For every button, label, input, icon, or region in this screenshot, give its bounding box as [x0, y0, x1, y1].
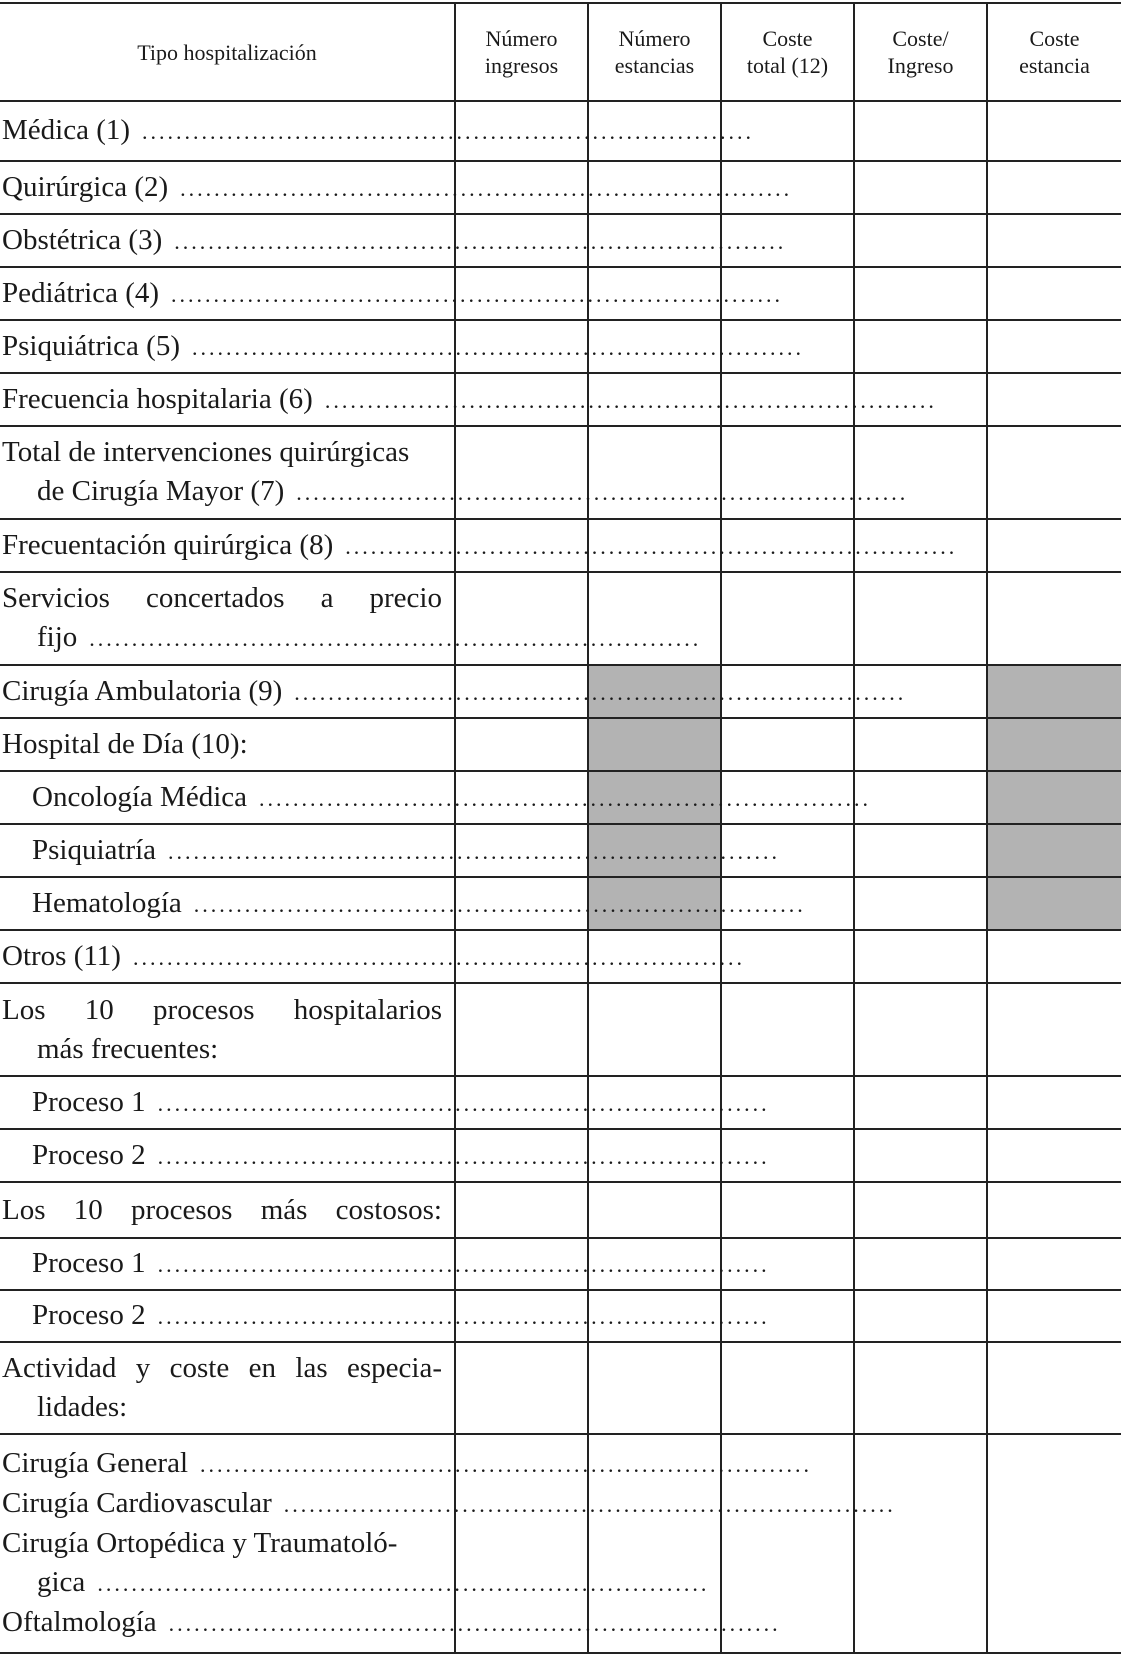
row-label: [0, 930, 745, 983]
cell-coste-estancia-shaded: [987, 665, 1121, 718]
dot-leader: ........................................................................: [171, 281, 784, 307]
header-line: Coste/: [892, 26, 949, 51]
row-label-text: Oftalmología: [2, 1606, 157, 1638]
row-label-word: a: [320, 582, 334, 614]
cell-coste-estancia: [987, 1076, 1121, 1129]
row-label-word: concertados: [146, 582, 285, 614]
cell-coste-estancia: [987, 214, 1121, 267]
row-label-word: procesos: [130, 1193, 233, 1226]
header-line: Coste: [762, 26, 813, 51]
row-label: [0, 877, 806, 930]
header-numero-estancias: [588, 3, 721, 101]
header-line: Número: [618, 26, 691, 51]
row-label: [0, 161, 793, 214]
cell-coste-estancia: [987, 1434, 1121, 1653]
row-label: [0, 1182, 455, 1238]
row-label-text: Obstétrica (3): [2, 223, 163, 256]
table-row: [0, 1290, 1121, 1342]
row-label-text: lidades:: [37, 1391, 128, 1423]
row-label-word: coste: [169, 1352, 230, 1384]
dot-leader: ........................................................................: [174, 228, 787, 254]
cell-coste-ingreso: [854, 930, 987, 983]
cell-coste-estancia: [987, 519, 1121, 572]
table-row: [0, 665, 1121, 718]
header-line: Número: [485, 26, 558, 51]
row-label: [0, 1290, 770, 1342]
row-label-text: Psiquiátrica (5): [2, 329, 180, 362]
cell-coste-ingreso: [854, 101, 987, 161]
cell-coste-ingreso: [854, 718, 987, 771]
cell-coste-estancia: [987, 1290, 1121, 1342]
table-row: [0, 1129, 1121, 1182]
cell-coste-estancia-shaded: [987, 771, 1121, 824]
cell-coste-ingreso: [854, 824, 987, 877]
table-row: [0, 101, 1121, 161]
table-row: [0, 214, 1121, 267]
header-coste-ingreso: [854, 3, 987, 101]
cell-coste-ingreso: [854, 572, 987, 665]
cell-coste-estancia: [987, 426, 1121, 519]
cell-coste-estancia: [987, 983, 1121, 1076]
cell-coste-estancia: [987, 267, 1121, 320]
table-row: [0, 320, 1121, 373]
row-label-text: fijo: [37, 621, 78, 653]
row-label-text: Médica (1): [2, 114, 131, 146]
row-label-word: procesos: [153, 993, 255, 1026]
header-coste-estancia: [987, 3, 1121, 101]
row-label: [0, 572, 702, 665]
dot-leader: ........................................................................: [191, 334, 804, 360]
dot-leader: ........................................................................: [193, 891, 806, 917]
row-label-text: Frecuencia hospitalaria (6): [2, 382, 313, 415]
cell-numero-estancias: [588, 1182, 721, 1238]
dot-leader: ........................................................................: [97, 1571, 710, 1596]
header-line: estancia: [1019, 53, 1090, 78]
dot-leader: ........................................................................: [168, 1611, 781, 1636]
cell-coste-ingreso: [854, 771, 987, 824]
row-label: [0, 718, 455, 771]
table-row: [0, 930, 1121, 983]
row-label: [0, 519, 958, 572]
table-row: [0, 771, 1121, 824]
row-label-text: Proceso 1: [32, 1085, 146, 1118]
row-label-text: Psiquiatría: [32, 833, 157, 866]
dot-leader: ........................................................................: [89, 626, 702, 651]
dot-leader: ........................................................................: [296, 480, 909, 505]
table-row: [0, 1238, 1121, 1290]
cell-coste-estancia: [987, 373, 1121, 426]
cell-coste-estancia: [987, 1129, 1121, 1182]
row-label: [0, 1238, 770, 1290]
table-header-row: [0, 3, 1121, 101]
row-label-word: precio: [369, 582, 442, 614]
row-label-text: Frecuentación quirúrgica (8): [2, 528, 334, 561]
cell-numero-estancias: [588, 1342, 721, 1434]
row-label-text: Cirugía Cardiovascular: [2, 1487, 272, 1519]
row-label: [0, 1434, 896, 1653]
cell-coste-ingreso: [854, 267, 987, 320]
cell-coste-ingreso: [854, 1129, 987, 1182]
dot-leader: ........................................................................: [259, 785, 872, 811]
dot-leader: ........................................................................: [157, 1304, 770, 1329]
row-label-word: 10: [73, 1193, 103, 1226]
table-row: [0, 718, 1121, 771]
cell-numero-estancias-shaded: [588, 718, 721, 771]
row-label: [0, 1129, 770, 1182]
row-label-text: Proceso 1: [32, 1247, 146, 1279]
row-label-text: de Cirugía Mayor (7): [37, 475, 285, 507]
table-row: [0, 1434, 1121, 1653]
cell-coste-estancia: [987, 161, 1121, 214]
dot-leader: ........................................................................: [200, 1452, 813, 1477]
table-row: [0, 877, 1121, 930]
table-row: [0, 519, 1121, 572]
row-label-text: Hospital de Día (10):: [2, 728, 248, 760]
row-label-text: Cirugía General: [2, 1447, 189, 1479]
row-label-word: Los: [2, 993, 46, 1026]
row-label: [0, 426, 909, 519]
cell-coste-ingreso: [854, 161, 987, 214]
row-label-word: las: [295, 1352, 328, 1384]
row-label-text: Otros (11): [2, 939, 121, 972]
row-label-word: más: [260, 1193, 308, 1226]
cell-coste-estancia: [987, 101, 1121, 161]
row-label: [0, 101, 755, 161]
cell-coste-estancia-shaded: [987, 718, 1121, 771]
table-row: [0, 572, 1121, 665]
row-label: [0, 665, 907, 718]
row-label: [0, 1076, 770, 1129]
cell-numero-estancias: [588, 983, 721, 1076]
row-label-text: gica: [37, 1566, 86, 1598]
cell-coste-ingreso: [854, 877, 987, 930]
row-label-word: y: [135, 1352, 151, 1384]
cell-coste-estancia: [987, 1238, 1121, 1290]
cell-numero-ingresos: [455, 983, 588, 1076]
dot-leader: ........................................................................: [157, 1143, 770, 1169]
cell-coste-ingreso: [854, 1076, 987, 1129]
cell-coste-ingreso: [854, 214, 987, 267]
cell-numero-ingresos: [455, 718, 588, 771]
cell-coste-ingreso: [854, 983, 987, 1076]
row-label: [0, 1342, 455, 1434]
header-tipo-hospitalizacion: Tipo hospitalización: [0, 3, 455, 101]
cell-coste-total: [721, 1182, 854, 1238]
row-label-text: Cirugía Ambulatoria (9): [2, 674, 283, 707]
row-label-text: Quirúrgica (2): [2, 170, 169, 203]
dot-leader: ........................................................................: [132, 944, 745, 970]
cell-numero-ingresos: [455, 1182, 588, 1238]
cell-coste-total: [721, 572, 854, 665]
dot-leader: ........................................................................: [157, 1252, 770, 1277]
cell-coste-ingreso: [854, 1290, 987, 1342]
row-label-text: Proceso 2: [32, 1138, 146, 1171]
cell-coste-total: [721, 718, 854, 771]
cell-coste-ingreso: [854, 1238, 987, 1290]
table-row: [0, 1342, 1121, 1434]
table-row: [0, 426, 1121, 519]
table-row: [0, 983, 1121, 1076]
header-line: total (12): [746, 53, 829, 78]
row-label: [0, 214, 787, 267]
dot-leader: ........................................................................: [345, 533, 958, 559]
header-line: ingresos: [484, 53, 559, 78]
row-label-word: hospitalarios: [293, 993, 442, 1026]
row-label-word: especia-: [347, 1352, 442, 1384]
row-label: [0, 320, 804, 373]
header-line: Coste: [1029, 26, 1080, 51]
cell-coste-estancia: [987, 320, 1121, 373]
row-label-word: costosos:: [335, 1193, 442, 1226]
row-label-word: Actividad: [2, 1352, 117, 1384]
cell-coste-ingreso: [854, 320, 987, 373]
row-label: [0, 771, 872, 824]
cell-coste-estancia: [987, 572, 1121, 665]
table-row: [0, 1182, 1121, 1238]
cell-coste-estancia-shaded: [987, 877, 1121, 930]
cell-numero-ingresos: [455, 1342, 588, 1434]
cell-coste-total: [721, 983, 854, 1076]
table-row: [0, 824, 1121, 877]
row-label: [0, 983, 455, 1076]
cell-coste-estancia: [987, 1182, 1121, 1238]
dot-leader: ........................................................................: [157, 1090, 770, 1116]
table-row: [0, 267, 1121, 320]
row-label-text: Oncología Médica: [32, 780, 248, 813]
cell-coste-estancia: [987, 930, 1121, 983]
row-label-text: Pediátrica (4): [2, 276, 160, 309]
hospitalization-cost-table: [0, 2, 1121, 1654]
row-label-text: Total de intervenciones quirúrgicas: [2, 436, 410, 468]
row-label-word: 10: [84, 993, 114, 1026]
row-label-text: Proceso 2: [32, 1299, 146, 1331]
header-line: Ingreso: [887, 53, 954, 78]
row-label: [0, 267, 784, 320]
header-line: estancias: [614, 53, 695, 78]
table-row: [0, 1076, 1121, 1129]
row-label-text: más frecuentes:: [37, 1032, 219, 1065]
header-numero-ingresos: [455, 3, 588, 101]
dot-leader: ........................................................................: [283, 1492, 896, 1517]
table-row: [0, 373, 1121, 426]
table-row: [0, 161, 1121, 214]
row-label-text: Hematología: [32, 886, 182, 919]
header-coste-total: [721, 3, 854, 101]
row-label-word: en: [248, 1352, 276, 1384]
row-label-text: Cirugía Ortopédica y Traumatoló-: [2, 1527, 398, 1559]
row-label-word: Los: [2, 1193, 46, 1226]
cell-coste-estancia-shaded: [987, 824, 1121, 877]
dot-leader: ........................................................................: [294, 679, 907, 705]
cell-coste-total: [721, 1342, 854, 1434]
cell-coste-ingreso: [854, 1182, 987, 1238]
row-label: [0, 373, 937, 426]
row-label-word: Servicios: [2, 582, 110, 614]
dot-leader: ........................................................................: [180, 175, 793, 201]
dot-leader: ........................................................................: [142, 119, 755, 144]
cell-coste-ingreso: [854, 1434, 987, 1653]
cell-coste-estancia: [987, 1342, 1121, 1434]
cell-coste-ingreso: [854, 1342, 987, 1434]
dot-leader: ........................................................................: [168, 838, 781, 864]
row-label: [0, 824, 781, 877]
dot-leader: ........................................................................: [324, 387, 937, 413]
